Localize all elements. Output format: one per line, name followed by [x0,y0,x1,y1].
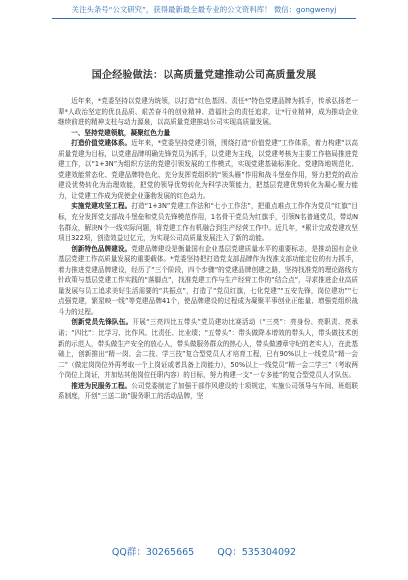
paragraph-text: 近年来，*党委坚持以党建为统领，以打造“红色基因、责任*”特色党建品牌为抓手，传承弘扬老一辈*人政治坚定的优良品质、艰苦奋斗的创业精神、造福社会的责任追求，让*行业精神，成为推动企业继续前进的精神支柱与动力源泉，以高质量党建推动公司实现高质量发展。 [58,97,358,127]
section-heading-text: 一、坚持党建领航，凝聚红色力量 [71,128,171,137]
paragraph-party-building-project [58,201,358,243]
top-banner: 关注头条号“公文研究”，获得最新最全最专业的公文资料库！ 微信：gongwenyj [52,4,356,19]
paragraph-text: 党建品牌建设是衡量国有企业基层党建质量水平的重要标志，是推动国有企业基层党建工作高质量发展的重要载体。*党委坚持把打造党支部品牌作为找准支部功能定位的有力抓手，着力推进党建品牌建设，经历了“三个阶段，四个步骤”的党建品牌创建之路，坚持找准党的理论路线方针政策与基层党建工作实践的“落脚点”，找准党建工作与生产经营工作的“结合点”，寻求推进企业高质量发展与员工追求美好生活需要的“共振点”，打造了“党员红旗，七化党建”“五安先锋，岗位建功”“七点强党建，繁星映一线”等党建品牌41个，使品牌建设的过程成为凝聚平事创业正能量、增强党组织战斗力的过程。 [58,244,359,316]
contact-footer [0,544,408,558]
qq-group-number: QQ群：30265665 [111,547,195,558]
document-title: 国企经验做法：以高质量党建推动公司高质量发展 [91,70,317,81]
paragraph-brand-building [58,244,358,318]
paragraph-text: 公司党委制定了加强干部作风建设的十项规定，实施公司领导与车间、班组联系制度，开创“三送二助”服务职工的活动品牌，坚 [58,381,358,401]
section-heading-1 [58,128,358,139]
document-body [58,96,358,402]
paragraph-value-party-building [58,138,358,201]
paragraph-public-service [58,381,358,402]
paragraph-lead: 推进为民服务工程。 [71,381,132,390]
paragraph-lead: 创新党员先锋队伍。 [71,318,133,327]
paragraph-text: 近年来，*党委坚持党建引领，围绕打造“价值党建”工作体系，着力构建“以高质量党建为目标，以党建品牌明确先锋党员为抓手，以党建为主线，以党建考核为主要工作格局推进党建工作，以“1+3N”为组织方法的党建引领发展的工作模式，实现党建基础标准化、党建阵地规范化、党建效能常态化、党建品牌特色化、充分发挥党组织的“领头雁”作用和战斗堡垒作用，努力把党的政治建设优势转化为治理效能，把党的领导优势转化为科学决策能力，把基层党建优势转化为凝心聚力能力，让党建工作成为促使企业蓬勃发展的红色动力。 [58,139,359,200]
paragraph-lead: 创新特色品牌建设。 [71,244,132,253]
paragraph-text: 打造“1+3N”党建工作法和“七小工作法”，把重点难点工作作为党员“红旗”目标，充分发挥党支部战斗堡垒和党员先锋模范作用，1名骨干党员为红旗手，引领N名普通党员，带动N名群众，解决N个一线实际问题，将党建工作有机融合到生产经营工作中。近几年，*累计完成党建攻坚项目322项，创造效益过亿元，为实现公司高质量发展注入了新的动能。 [58,202,359,243]
paragraph-pioneer-team [58,317,358,380]
paragraph-intro [58,96,358,128]
paragraph-lead: 实施党建攻坚工程。 [71,202,132,211]
qq-contact-number: QQ：535304092 [217,547,297,558]
paragraph-text: 开展“三亮四比五带头”党员建功比赛活动（“三亮”：亮身份、亮职责、亮承诺；“四比”：比学习、比作风、比责任、比业绩；“五带头”：带头做降本增效的带头人，带头做技术创新的示范人，带头做生产安全的放心人，带头做服务群众的热心人，带头做遵章守纪的老实人），在此基础上，创新推出“精一岗、会二技、学三技”复合型党员人才培育工程，已有90%以上一线党员“精一会二”（做定岗岗位外再考取一个上岗证或者具备上岗能力），50%以上一线党员“精一会二学三”（考取两个岗位上岗证，并加钻其他岗位任职内容）的目标，努力构建一支“一专多能”的复合型党员人才队伍。 [58,318,359,380]
paragraph-lead: 打造价值党建体系。 [71,139,132,148]
